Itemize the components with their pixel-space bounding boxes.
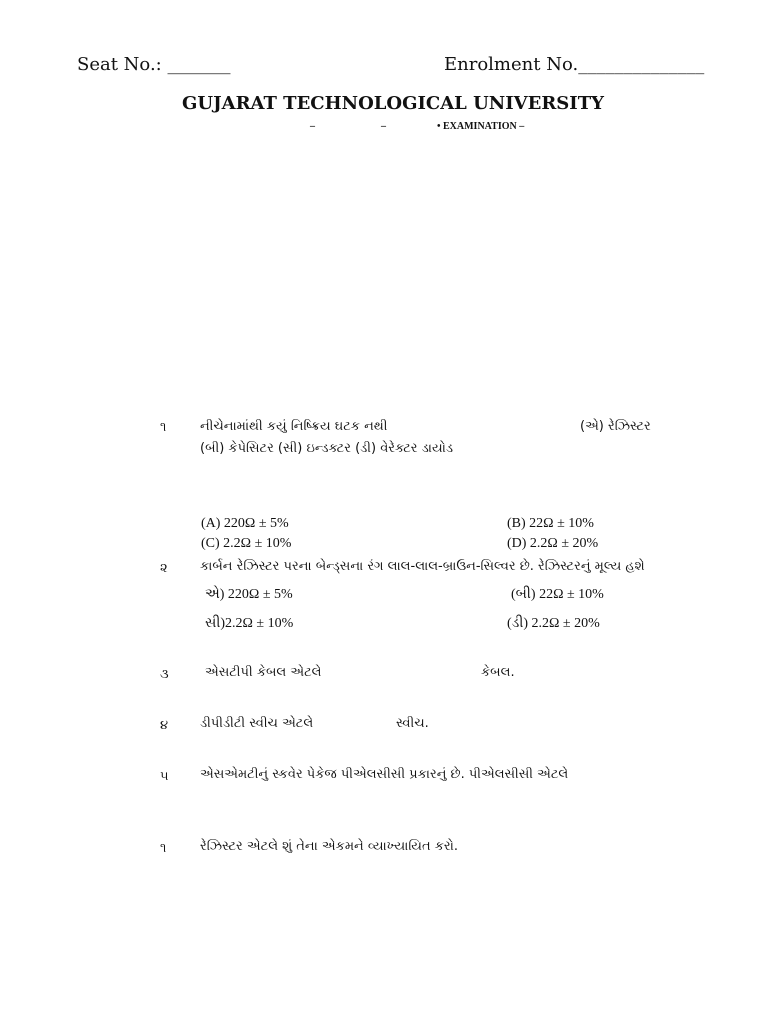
question-3-suffix: કેબલ. [481,665,515,680]
question-1-number: ૧ [160,420,167,435]
question-4-number: ૪ [160,718,169,733]
question-2-option-d: (ડી) 2.2Ω ± 20% [507,616,600,631]
question-2-option-b: (બી) 22Ω ± 10% [511,587,604,602]
question-1-text: નીચેનામાંથી કયું નિષ્ક્રિય ઘટક નથી [200,419,388,434]
question-5-text: એસએમટીનું સ્કવેર પેકેજ પીએલસીસી પ્રકારનું છે. પીએલસીસી એટલે [200,767,569,782]
question-b1-number: ૧ [160,841,167,856]
seat-number-label: Seat No.: _______ [77,54,231,75]
option-b-en: (B) 22Ω ± 10% [507,516,594,531]
question-2-option-c: સી)2.2Ω ± 10% [205,616,294,631]
university-title: GUJARAT TECHNOLOGICAL UNIVERSITY [182,93,604,114]
enrolment-number-label: Enrolment No.______________ [444,54,705,75]
question-4-text: ડીપીડીટી સ્વીચ એટલે [200,716,314,731]
exam-dash-1: – [310,121,315,132]
question-3-number: ૩ [160,667,169,682]
question-4-suffix: સ્વીચ. [396,716,429,731]
exam-dash-2: – [381,121,386,132]
question-2-number: ૨ [160,561,168,576]
question-1-option-a: (એ) રેઝિસ્ટર [580,419,651,434]
question-2-text: કાર્બન રેઝિસ્ટર પરના બેન્ડ્સના રંગ લાલ-લાલ-બ્રાઉન-સિલ્વર છે. રેઝિસ્ટરનું મૂલ્ય હશે [200,559,645,574]
question-2-option-a: એ) 220Ω ± 5% [205,587,293,602]
examination-label: • EXAMINATION – [437,121,525,132]
option-c-en: (C) 2.2Ω ± 10% [201,536,292,551]
question-b1-text: રેઝિસ્ટર એટલે શું તેના એકમને વ્યાખ્યાયિત કરો. [200,839,458,854]
option-d-en: (D) 2.2Ω ± 20% [507,536,599,551]
option-a-en: (A) 220Ω ± 5% [201,516,289,531]
question-3-text: એસટીપી કેબલ એટલે [205,665,322,680]
question-5-number: ૫ [160,769,169,784]
question-1-options-line: (બી) કેપેસિટર (સી) ઇન્ડક્ટર (ડી) વેરેક્ટર ડાયોડ [200,441,453,456]
